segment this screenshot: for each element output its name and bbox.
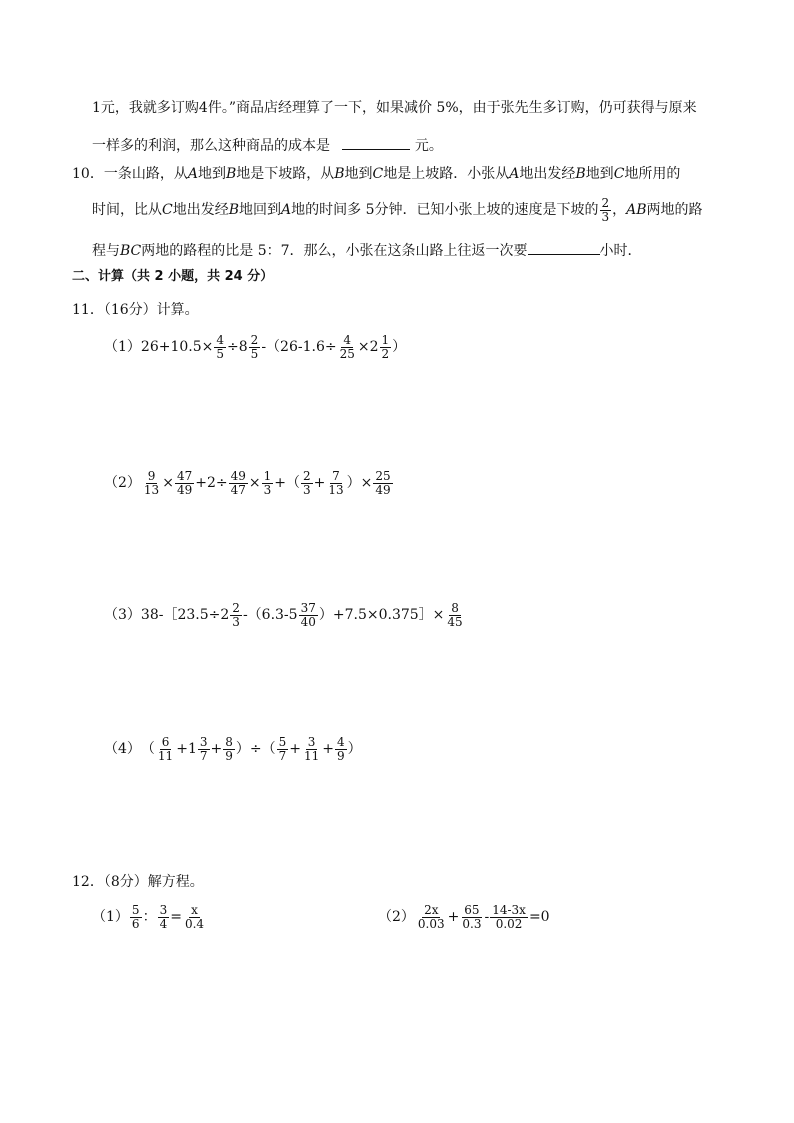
q9-line1 xyxy=(92,98,697,118)
fraction xyxy=(183,904,206,931)
fraction xyxy=(156,736,175,763)
fraction-numerator: 8 xyxy=(225,734,233,749)
fraction-denominator: 47 xyxy=(230,482,246,497)
q10-point-c: C xyxy=(162,202,173,218)
q9-text-2: 一样多的利润，那么这种商品的成本是 xyxy=(92,138,330,154)
mixed-number xyxy=(220,602,243,629)
q11-header: 11．（16分）计算。 xyxy=(72,302,199,318)
fraction-denominator: 0.02 xyxy=(495,916,523,931)
q10-text: 地出发经 xyxy=(519,166,576,182)
expr-text: ）× xyxy=(346,475,373,491)
q10-text: 地的时间多 5分钟．已知小张上坡的速度是下坡的 xyxy=(291,202,599,218)
expr-text: + xyxy=(447,909,460,925)
expr-text: ： xyxy=(142,909,157,925)
fraction xyxy=(338,334,357,361)
fraction-numerator: 2 xyxy=(232,600,240,615)
mixed-number xyxy=(289,602,319,629)
fraction xyxy=(262,470,274,497)
q10-line1 xyxy=(72,164,680,184)
q11-part1-expression xyxy=(104,332,406,362)
mixed-number xyxy=(188,736,211,763)
q10-segment-ab: AB xyxy=(626,202,647,218)
fraction-numerator: 2 xyxy=(302,468,311,483)
expr-text: ）÷（ xyxy=(235,741,276,757)
fraction-numerator: 49 xyxy=(230,468,246,483)
q10-text: 地是上坡路．小张从 xyxy=(383,166,510,182)
fraction-denominator: 11 xyxy=(303,748,320,763)
fraction-denominator: 0.03 xyxy=(417,916,445,931)
q10-text: 一条山路，从 xyxy=(103,166,188,182)
q9-text-3: 元。 xyxy=(414,138,443,154)
q10-ratio-fraction xyxy=(600,197,612,224)
q10-point-b: B xyxy=(575,166,586,182)
expr-text: × xyxy=(248,475,261,491)
expr-text: -（26-1.6÷ xyxy=(261,339,337,355)
fraction xyxy=(130,904,142,931)
q10-text: 地到 xyxy=(344,166,373,182)
q10-text: 地是下坡路，从 xyxy=(236,166,335,182)
fraction-denominator: 7 xyxy=(199,748,208,763)
q10-point-a: A xyxy=(281,202,292,218)
fraction-numerator: 9 xyxy=(147,468,156,483)
q11-part3-expression xyxy=(104,600,466,630)
fraction-numerator: 37 xyxy=(300,600,316,615)
part-label: （1） xyxy=(104,339,141,355)
fraction-denominator: 5 xyxy=(250,346,259,361)
expr-text: （ xyxy=(140,741,155,757)
q10-answer-blank[interactable] xyxy=(528,238,600,255)
expr-text: 38-［23.5÷ xyxy=(140,607,221,623)
expr-text: +（ xyxy=(274,475,300,491)
fraction-denominator: 11 xyxy=(157,748,174,763)
expr-text: + xyxy=(210,741,223,757)
fraction-numerator: 3 xyxy=(199,734,208,749)
fraction-denominator: 9 xyxy=(225,748,233,763)
expr-text: - xyxy=(484,909,490,925)
fraction-denominator: 40 xyxy=(300,614,316,629)
fraction xyxy=(158,904,170,931)
mixed-whole: 2 xyxy=(220,607,230,623)
fraction xyxy=(301,470,313,497)
fraction-denominator: 49 xyxy=(375,482,391,497)
fraction xyxy=(230,602,242,629)
q10-point-a: A xyxy=(187,166,198,182)
q10-text: 程与 xyxy=(92,243,120,259)
q9-text-1: 1元，我就多订购4件。”商品店经理算了一下，如果减价 5%，由于张先生多订购，仍可获得与原来 xyxy=(92,100,697,116)
fraction-numerator: 5 xyxy=(278,734,287,749)
q10-point-a: A xyxy=(509,166,520,182)
fraction xyxy=(223,736,235,763)
fraction-numerator: 2 xyxy=(250,332,259,347)
fraction xyxy=(335,736,347,763)
expr-text: × xyxy=(162,475,174,491)
q10-text: ， xyxy=(612,202,627,218)
fraction-numerator: 65 xyxy=(464,902,480,917)
fraction-numerator: 3 xyxy=(159,902,168,917)
expr-text: +2÷ xyxy=(195,475,228,491)
expr-text: ÷ xyxy=(227,339,239,355)
fraction-denominator: 0.4 xyxy=(184,916,205,931)
mixed-whole: 8 xyxy=(238,339,248,355)
fraction-denominator: 49 xyxy=(176,482,193,497)
q9-answer-blank[interactable] xyxy=(342,133,410,150)
expr-text: ）+7.5×0.375］× xyxy=(318,607,445,623)
q11-part4-expression xyxy=(104,734,362,764)
q12-equation2 xyxy=(378,902,550,932)
fraction xyxy=(460,904,483,931)
fraction-denominator: 45 xyxy=(447,614,463,629)
q10-point-b: B xyxy=(228,202,240,218)
expr-text: + xyxy=(322,741,334,757)
q10-text: 地出发经 xyxy=(172,202,229,218)
fraction-denominator: 3 xyxy=(263,482,272,497)
fraction-numerator: x xyxy=(191,902,198,917)
part-label: （3） xyxy=(104,607,141,623)
q10-text: 地所用的 xyxy=(624,166,681,182)
fraction xyxy=(373,470,392,497)
q10-line3 xyxy=(92,238,642,261)
section-title: 二、计算（共 2 小题，共 24 分） xyxy=(72,269,274,284)
fraction-denominator: 7 xyxy=(278,748,287,763)
fraction xyxy=(416,904,447,931)
fraction-numerator: 1 xyxy=(381,332,390,347)
q10-text: 地回到 xyxy=(239,202,282,218)
mixed-whole: 1 xyxy=(187,741,197,757)
fraction-denominator: 5 xyxy=(216,346,225,361)
q10-text: 两地的路程的比是 5：7．那么，小张在这条山路上往返一次要 xyxy=(141,243,528,259)
fraction xyxy=(490,904,528,931)
fraction xyxy=(326,470,345,497)
fraction-numerator: 2x xyxy=(424,902,439,917)
fraction-numerator: 4 xyxy=(337,734,345,749)
expr-text: + xyxy=(289,741,301,757)
mixed-whole: 2 xyxy=(369,339,379,355)
expr-text: -（6.3- xyxy=(242,607,289,623)
fraction-denominator: 3 xyxy=(601,209,610,224)
q12-equation1 xyxy=(92,902,207,932)
q10-line2 xyxy=(92,196,703,224)
fraction-denominator: 25 xyxy=(339,346,355,361)
q10-text: 地到 xyxy=(197,166,226,182)
q9-line2 xyxy=(92,133,443,156)
fraction xyxy=(142,470,161,497)
fraction-numerator: 4 xyxy=(343,332,352,347)
fraction-denominator: 3 xyxy=(232,614,240,629)
q11-part2-expression xyxy=(104,468,394,498)
q10-text: 两地的路 xyxy=(646,202,703,218)
fraction-numerator: 1 xyxy=(263,468,272,483)
q10-point-c: C xyxy=(613,166,625,182)
q10-point-c: C xyxy=(372,166,384,182)
expr-text: × xyxy=(357,339,370,355)
expr-text: ） xyxy=(347,741,362,757)
fraction xyxy=(175,470,194,497)
fraction xyxy=(198,736,210,763)
fraction-numerator: 2 xyxy=(601,195,610,210)
fraction xyxy=(249,334,261,361)
fraction xyxy=(277,736,289,763)
fraction-numerator: 8 xyxy=(451,600,459,615)
fraction xyxy=(214,334,226,361)
q12-header: 12．（8分）解方程。 xyxy=(72,874,204,890)
fraction-denominator: 2 xyxy=(381,346,390,361)
fraction-numerator: 7 xyxy=(332,468,340,483)
fraction xyxy=(302,736,321,763)
fraction xyxy=(380,334,392,361)
mixed-number xyxy=(239,334,262,361)
part-label: （2） xyxy=(378,909,415,925)
fraction-numerator: 47 xyxy=(176,468,193,483)
fraction xyxy=(229,470,248,497)
q10-text: 时间，比从 xyxy=(92,202,162,218)
mixed-number xyxy=(370,334,393,361)
expr-text: + xyxy=(176,741,188,757)
fraction-denominator: 9 xyxy=(337,748,345,763)
fraction-denominator: 4 xyxy=(159,916,168,931)
q10-point-b: B xyxy=(334,166,345,182)
part-label: （2） xyxy=(104,475,141,491)
fraction-denominator: 6 xyxy=(131,916,140,931)
fraction-denominator: 0.3 xyxy=(462,916,482,931)
fraction-numerator: 6 xyxy=(161,734,170,749)
expr-text: = xyxy=(170,909,182,925)
mixed-whole: 5 xyxy=(288,607,298,623)
fraction-numerator: 25 xyxy=(375,468,391,483)
q10-text: 小时． xyxy=(599,243,642,259)
fraction xyxy=(445,602,464,629)
expr-text: + xyxy=(313,475,326,491)
fraction-denominator: 13 xyxy=(328,482,344,497)
q10-point-b: B xyxy=(225,166,237,182)
expr-text: ） xyxy=(392,339,407,355)
fraction-denominator: 3 xyxy=(302,482,311,497)
part-label: （1） xyxy=(92,909,129,925)
fraction xyxy=(299,602,318,629)
q10-number: 10． xyxy=(72,166,104,182)
fraction-denominator: 13 xyxy=(143,482,160,497)
q10-segment-bc: BC xyxy=(120,243,142,259)
fraction-numerator: 14-3x xyxy=(492,902,526,917)
fraction-numerator: 4 xyxy=(216,332,225,347)
expr-text: =0 xyxy=(528,909,550,925)
fraction-numerator: 3 xyxy=(307,734,316,749)
part-label: （4） xyxy=(104,741,141,757)
q10-text: 地到 xyxy=(585,166,614,182)
expr-text: 26+10.5× xyxy=(140,339,214,355)
fraction-numerator: 5 xyxy=(131,902,140,917)
